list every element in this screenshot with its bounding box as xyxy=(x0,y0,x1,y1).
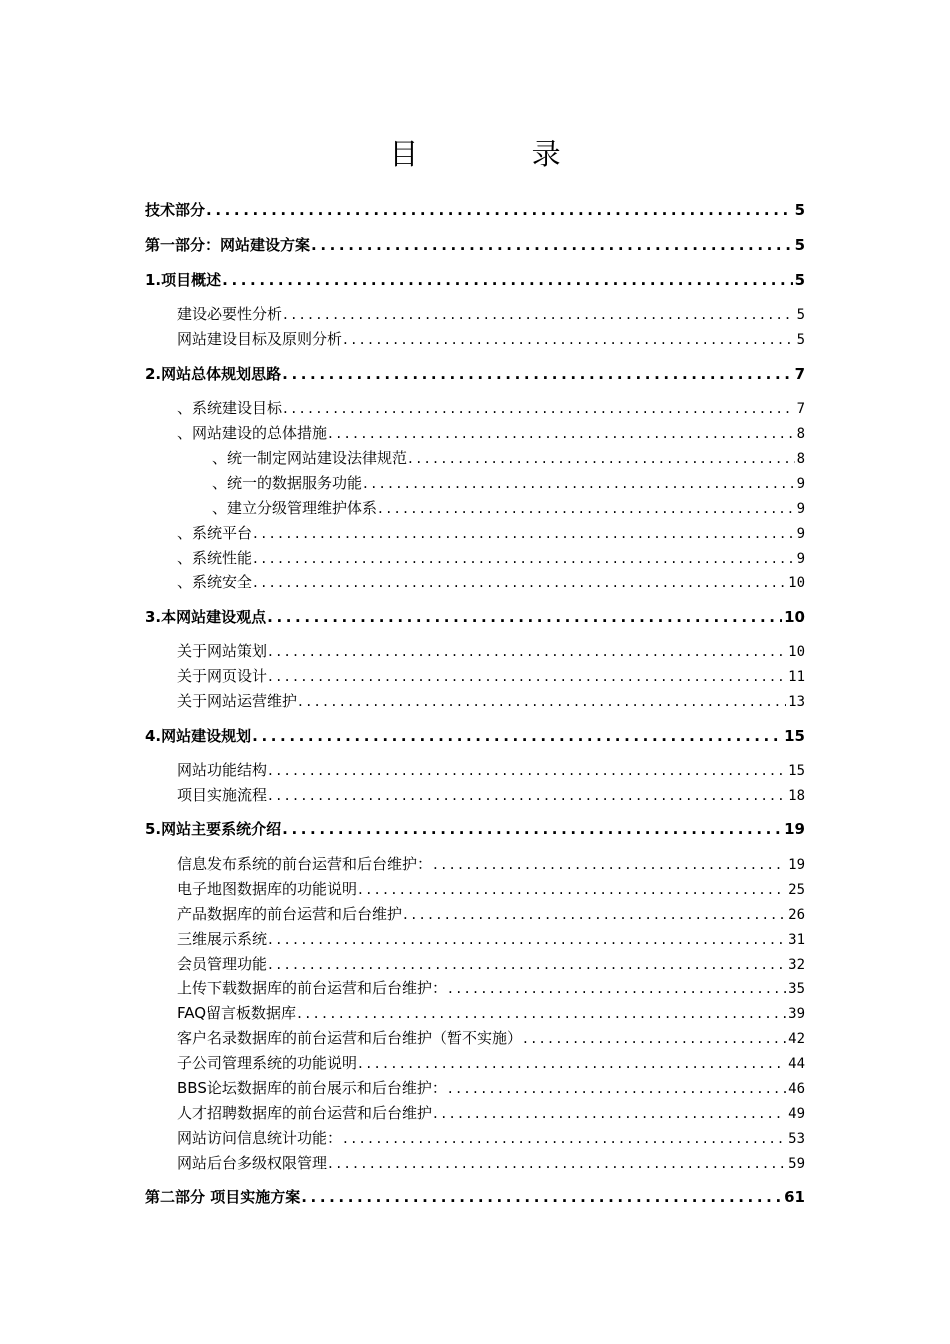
toc-page-number: 10 xyxy=(784,608,805,626)
toc-leader-dots xyxy=(301,1187,782,1207)
toc-leader-dots xyxy=(298,691,786,711)
toc-entry[interactable] xyxy=(177,666,805,687)
toc-entry[interactable] xyxy=(212,473,805,494)
toc-page-number: 39 xyxy=(788,1006,805,1022)
toc-entry-label: 信息发布系统的前台运营和后台维护： xyxy=(177,855,433,873)
toc-entry-label: 上传下载数据库的前台运营和后台维护： xyxy=(177,979,448,997)
toc-entry[interactable] xyxy=(177,904,805,925)
toc-leader-dots xyxy=(268,785,786,805)
toc-entry-label: 技术部分 xyxy=(145,201,206,219)
toc-entry[interactable] xyxy=(177,978,805,999)
toc-page-number: 9 xyxy=(796,501,805,517)
toc-entry[interactable] xyxy=(177,879,805,900)
toc-entry-label: 关于网页设计 xyxy=(177,667,268,685)
toc-page-number: 18 xyxy=(788,788,805,804)
toc-page-number: 5 xyxy=(796,332,805,348)
toc-page-number: 31 xyxy=(788,932,805,948)
toc-entry-label: 第二部分 项目实施方案 xyxy=(145,1188,301,1206)
toc-leader-dots xyxy=(408,448,795,468)
toc-title: 目 录 xyxy=(389,137,613,171)
toc-entry[interactable] xyxy=(177,523,805,544)
toc-entry[interactable] xyxy=(145,270,805,290)
toc-entry-label: 第一部分：网站建设方案 xyxy=(145,236,311,254)
toc-entry-label: 网站访问信息统计功能： xyxy=(177,1129,343,1147)
toc-entry[interactable] xyxy=(177,1078,805,1099)
toc-page-number: 59 xyxy=(788,1156,805,1172)
toc-entry-label: FAQ留言板数据库 xyxy=(177,1004,297,1022)
toc-entry[interactable] xyxy=(212,448,805,469)
toc-entry[interactable] xyxy=(177,1153,805,1174)
toc-entry[interactable] xyxy=(177,785,805,806)
toc-leader-dots xyxy=(378,498,795,518)
toc-entry[interactable] xyxy=(177,423,805,444)
toc-page-number: 7 xyxy=(796,401,805,417)
toc-entry[interactable] xyxy=(145,200,805,220)
toc-leader-dots xyxy=(433,1103,786,1123)
toc-entry-label: 产品数据库的前台运营和后台维护 xyxy=(177,905,403,923)
toc-entry[interactable] xyxy=(145,726,805,746)
toc-entry[interactable] xyxy=(177,329,805,350)
toc-page-number: 42 xyxy=(788,1031,805,1047)
toc-leader-dots xyxy=(358,879,786,899)
toc-leader-dots xyxy=(268,760,786,780)
toc-leader-dots xyxy=(283,398,795,418)
toc-entry-label: 关于网站策划 xyxy=(177,642,268,660)
toc-page-number: 10 xyxy=(788,644,805,660)
toc-entry-label: 、系统安全 xyxy=(177,573,253,591)
toc-entry[interactable] xyxy=(177,572,805,593)
toc-leader-dots xyxy=(268,954,786,974)
toc-entry-label: 网站功能结构 xyxy=(177,761,268,779)
toc-page-number: 49 xyxy=(788,1106,805,1122)
toc-entry-label: 、统一的数据服务功能 xyxy=(212,474,363,492)
toc-page-number: 8 xyxy=(796,451,805,467)
toc-leader-dots xyxy=(311,235,793,255)
toc-page-number: 26 xyxy=(788,907,805,923)
toc-entry[interactable] xyxy=(177,954,805,975)
toc-leader-dots xyxy=(253,523,795,543)
toc-entry-label: 4.网站建设规划 xyxy=(145,727,252,745)
toc-leader-dots xyxy=(448,1078,786,1098)
toc-page-number: 8 xyxy=(796,426,805,442)
toc-entry[interactable] xyxy=(177,1103,805,1124)
toc-entry-label: 关于网站运营维护 xyxy=(177,692,298,710)
toc-entry-label: 、系统性能 xyxy=(177,549,253,567)
toc-entry[interactable] xyxy=(145,819,805,839)
toc-page-number: 32 xyxy=(788,957,805,973)
toc-entry-label: 、系统平台 xyxy=(177,524,253,542)
toc-page-number: 5 xyxy=(794,271,805,289)
toc-entry-label: 人才招聘数据库的前台运营和后台维护 xyxy=(177,1104,433,1122)
toc-entry-label: 、系统建设目标 xyxy=(177,399,283,417)
toc-leader-dots xyxy=(343,1128,786,1148)
toc-entry[interactable] xyxy=(177,760,805,781)
toc-entry-label: 5.网站主要系统介绍 xyxy=(145,820,282,838)
toc-entry-label: 客户名录数据库的前台运营和后台维护（暂不实施） xyxy=(177,1029,523,1047)
toc-leader-dots xyxy=(433,854,786,874)
toc-leader-dots xyxy=(222,270,792,290)
toc-entry[interactable] xyxy=(177,854,805,875)
toc-leader-dots xyxy=(328,423,795,443)
toc-entry-label: 、统一制定网站建设法律规范 xyxy=(212,449,408,467)
toc-leader-dots xyxy=(448,978,786,998)
toc-entry[interactable] xyxy=(177,641,805,662)
toc-leader-dots xyxy=(343,329,795,349)
toc-entry-label: 、网站建设的总体措施 xyxy=(177,424,328,442)
toc-page-number: 61 xyxy=(784,1188,805,1206)
toc-entry-label: 2.网站总体规划思路 xyxy=(145,365,282,383)
toc-page-number: 46 xyxy=(788,1081,805,1097)
toc-page-number: 15 xyxy=(788,763,805,779)
toc-entry-label: 项目实施流程 xyxy=(177,786,268,804)
toc-entry[interactable] xyxy=(145,607,805,627)
toc-leader-dots xyxy=(282,819,782,839)
toc-entry[interactable] xyxy=(177,548,805,569)
toc-entry[interactable] xyxy=(177,691,805,712)
toc-entry-label: 网站后台多级权限管理 xyxy=(177,1154,328,1172)
toc-entry[interactable] xyxy=(177,1128,805,1149)
toc-entry-label: 网站建设目标及原则分析 xyxy=(177,330,343,348)
toc-page-number: 5 xyxy=(794,201,805,219)
toc-page-number: 5 xyxy=(796,307,805,323)
toc-leader-dots xyxy=(268,929,786,949)
toc-leader-dots xyxy=(252,726,782,746)
toc-page-number: 13 xyxy=(788,694,805,710)
toc-entry[interactable] xyxy=(177,1053,805,1074)
toc-leader-dots xyxy=(206,200,793,220)
toc-entry-label: 电子地图数据库的功能说明 xyxy=(177,880,358,898)
toc-entry-label: 、建立分级管理维护体系 xyxy=(212,499,378,517)
toc-entry-label: 3.本网站建设观点 xyxy=(145,608,267,626)
toc-entry[interactable] xyxy=(177,1003,805,1024)
toc-entry[interactable] xyxy=(212,498,805,519)
toc-entry[interactable] xyxy=(177,1028,805,1049)
toc-page-number: 35 xyxy=(788,981,805,997)
toc-leader-dots xyxy=(297,1003,786,1023)
toc-page-number: 25 xyxy=(788,882,805,898)
toc-entry-label: 三维展示系统 xyxy=(177,930,268,948)
toc-leader-dots xyxy=(282,364,792,384)
toc-page-number: 10 xyxy=(788,575,805,591)
toc-entry-label: 建设必要性分析 xyxy=(177,305,283,323)
toc-leader-dots xyxy=(283,304,795,324)
toc-entry[interactable] xyxy=(177,304,805,325)
toc-entry-label: 子公司管理系统的功能说明 xyxy=(177,1054,358,1072)
toc-page-number: 53 xyxy=(788,1131,805,1147)
toc-entry[interactable] xyxy=(145,235,805,255)
toc-leader-dots xyxy=(523,1028,786,1048)
toc-page-number: 5 xyxy=(794,236,805,254)
toc-leader-dots xyxy=(268,641,786,661)
toc-page-number: 19 xyxy=(784,820,805,838)
toc-leader-dots xyxy=(328,1153,786,1173)
toc-page-number: 44 xyxy=(788,1056,805,1072)
toc-page-number: 7 xyxy=(794,365,805,383)
toc-entry[interactable] xyxy=(145,1187,805,1207)
toc-page-number: 9 xyxy=(796,526,805,542)
toc-entry[interactable] xyxy=(145,364,805,384)
toc-leader-dots xyxy=(403,904,786,924)
toc-entry-label: BBS论坛数据库的前台展示和后台维护： xyxy=(177,1079,447,1097)
toc-page-number: 15 xyxy=(784,727,805,745)
toc-page-number: 9 xyxy=(796,551,805,567)
toc-leader-dots xyxy=(253,548,795,568)
toc-entry[interactable] xyxy=(177,929,805,950)
toc-leader-dots xyxy=(267,607,782,627)
toc-page-number: 19 xyxy=(788,857,805,873)
toc-leader-dots xyxy=(363,473,795,493)
toc-leader-dots xyxy=(268,666,786,686)
toc-entry[interactable] xyxy=(177,398,805,419)
toc-entry-label: 会员管理功能 xyxy=(177,955,268,973)
toc-page-number: 9 xyxy=(796,476,805,492)
toc-entry-label: 1.项目概述 xyxy=(145,271,222,289)
toc-leader-dots xyxy=(358,1053,786,1073)
toc-page-number: 11 xyxy=(788,669,805,685)
toc-leader-dots xyxy=(253,572,786,592)
